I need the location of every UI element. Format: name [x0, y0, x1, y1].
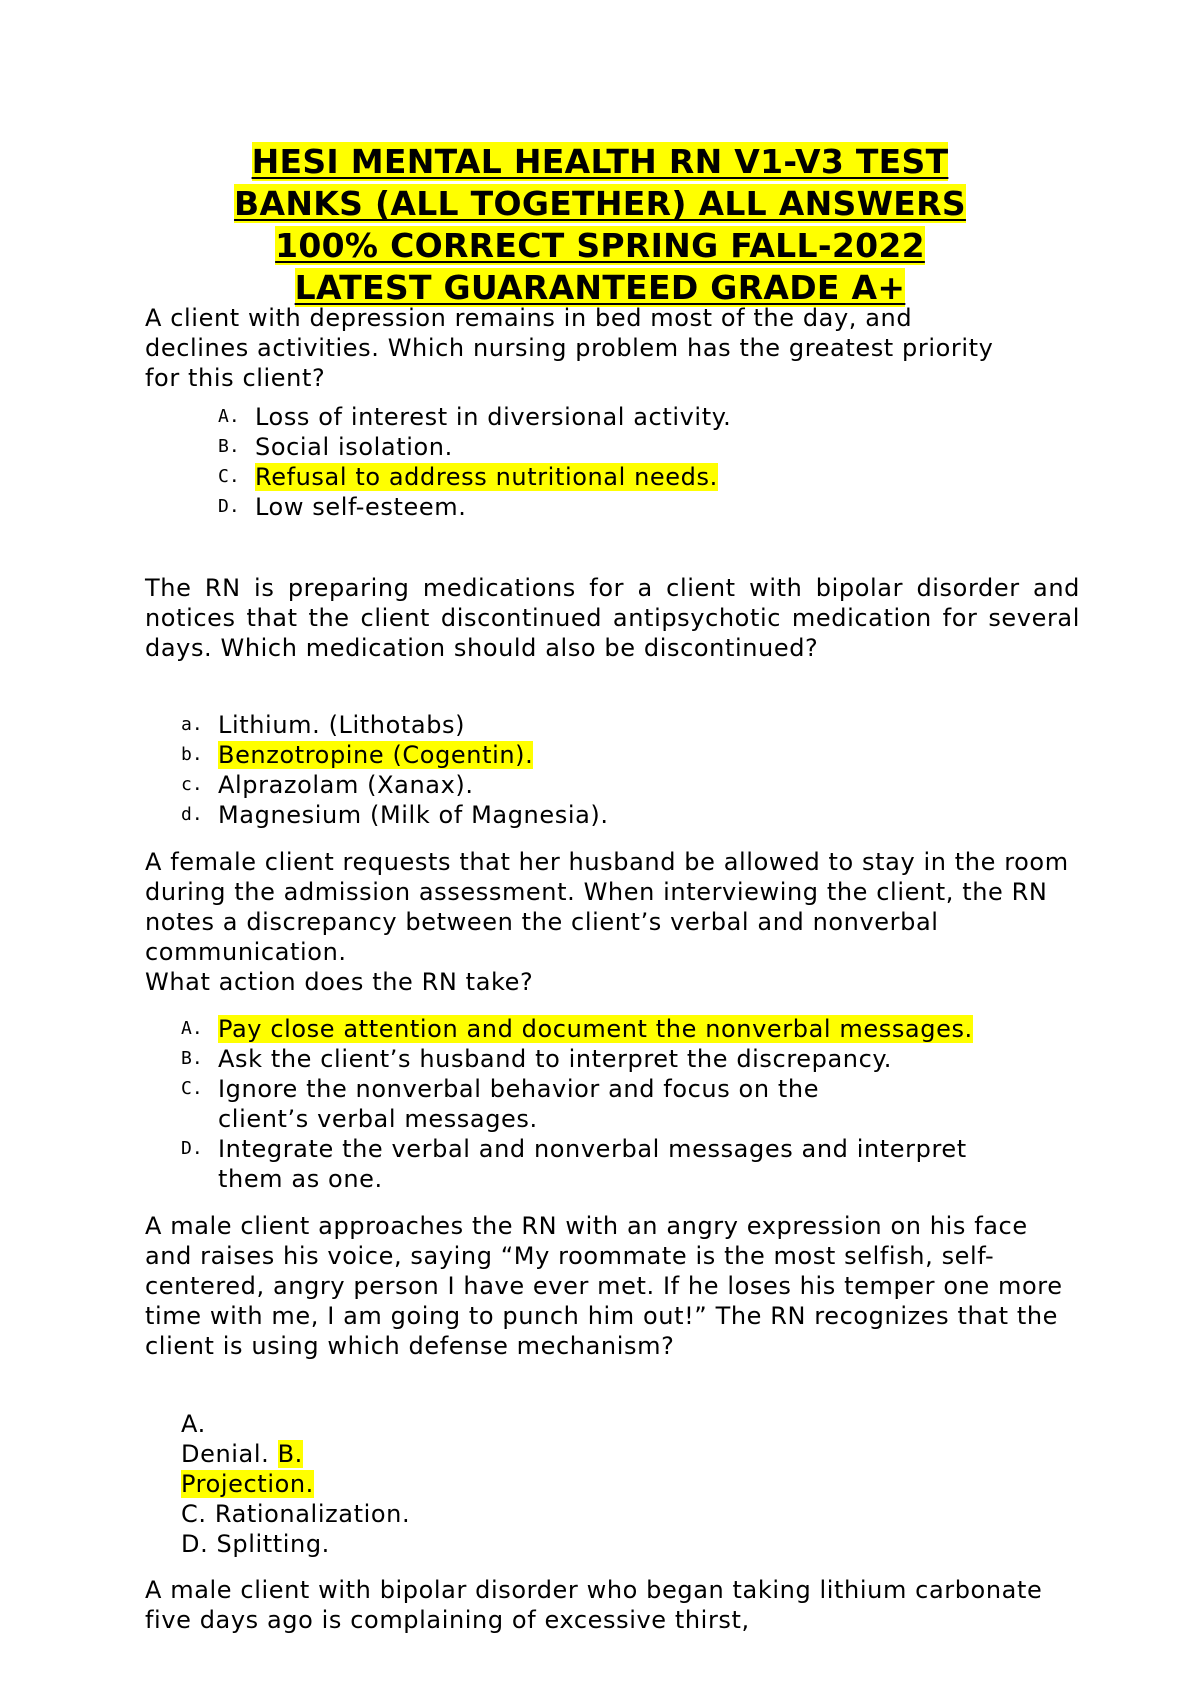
option-text: Social isolation.	[255, 433, 453, 461]
question-1-option-a	[218, 402, 1118, 432]
option-text: Integrate the verbal and nonverbal messages and interpret them as one.	[218, 1135, 967, 1193]
question-4-line-a: A.	[181, 1410, 206, 1438]
option-text-correct: Benzotropine (Cogentin).	[218, 741, 534, 769]
question-2-option-a	[181, 710, 1081, 740]
document-title	[150, 141, 1050, 309]
question-2-text: The RN is preparing medications for a client with bipolar disorder and notices that the client discontinued antipsychotic medication for several days. Which medication should also be discontinued?	[145, 574, 1080, 662]
question-5-text: A male client with bipolar disorder who began taking lithium carbonate five days ago is complaining of excessive thirst,	[145, 1576, 1043, 1634]
question-3-prompt: What action does the RN take?	[145, 968, 534, 996]
option-letter: B.	[181, 1048, 203, 1069]
option-b-letter-correct: B.	[277, 1440, 303, 1468]
question-4-line-d: D. Splitting.	[181, 1530, 330, 1558]
question-2-option-d	[181, 800, 1081, 830]
option-text: Low self-esteem.	[255, 493, 467, 521]
option-letter: b.	[181, 744, 203, 765]
option-letter: B.	[218, 436, 240, 457]
option-text: Ignore the nonverbal behavior and focus on the client’s verbal messages.	[218, 1075, 820, 1133]
option-projection-text-correct: Projection.	[181, 1470, 314, 1498]
question-4-line-c: C. Rationalization.	[181, 1500, 411, 1528]
question-1-options	[218, 402, 1118, 522]
question-4-line-projection	[181, 1469, 314, 1499]
option-letter: C.	[218, 466, 240, 487]
question-1-option-b	[218, 432, 1118, 462]
question-1-option-c	[218, 462, 1118, 492]
option-text: Ask the client’s husband to interpret the discrepancy.	[218, 1045, 892, 1073]
question-2-options	[181, 710, 1081, 830]
title-line-2: BANKS (ALL TOGETHER) ALL ANSWERS	[234, 184, 966, 223]
option-letter: A.	[218, 406, 240, 427]
option-text: Magnesium (Milk of Magnesia).	[218, 801, 609, 829]
title-line-4: LATEST GUARANTEED GRADE A+	[294, 268, 906, 307]
question-3-options	[181, 1014, 1136, 1194]
option-letter: A.	[181, 1018, 203, 1039]
question-3-option-d	[181, 1134, 1136, 1194]
option-text: Alprazolam (Xanax).	[218, 771, 474, 799]
question-3-option-c	[181, 1074, 1136, 1134]
question-3-text: A female client requests that her husband be allowed to stay in the room during the admission assessment. When interviewing the client, the RN notes a discrepancy between the client’s verbal and nonverbal communication.	[145, 848, 1069, 966]
option-letter: D.	[218, 496, 240, 517]
question-3-stem	[145, 847, 1080, 997]
option-letter: D.	[181, 1138, 203, 1159]
option-text-correct: Refusal to address nutritional needs.	[255, 463, 718, 491]
question-3-option-b	[181, 1044, 1136, 1074]
question-1-text: A client with depression remains in bed most of the day, and declines activities. Which nursing problem has the greatest priority for this client?	[145, 304, 994, 392]
option-text: Lithium. (Lithotabs)	[218, 711, 466, 739]
question-2-option-c	[181, 770, 1081, 800]
question-1-option-d	[218, 492, 1118, 522]
option-letter: d.	[181, 804, 203, 825]
title-line-1: HESI MENTAL HEALTH RN V1-V3 TEST	[251, 142, 949, 181]
option-denial-text: Denial.	[181, 1440, 270, 1468]
option-letter: a.	[181, 714, 203, 735]
title-line-3: 100% CORRECT SPRING FALL-2022	[275, 226, 925, 265]
option-letter: C.	[181, 1078, 203, 1099]
option-letter: c.	[181, 774, 203, 795]
option-text: Loss of interest in diversional activity.	[255, 403, 732, 431]
question-4-text: A male client approaches the RN with an angry expression on his face and raises his voice, saying “My roommate is the most selfish, self-centered, angry person I have ever met. If he loses his temper one more time with me, I am going to punch him out!” The RN recognizes that the client is using which defense mechanism?	[145, 1212, 1063, 1360]
option-text-correct: Pay close attention and document the nonverbal messages.	[218, 1015, 973, 1043]
question-2-option-b	[181, 740, 1081, 770]
question-4-line-denial	[181, 1439, 303, 1469]
question-3-option-a	[181, 1014, 1136, 1044]
